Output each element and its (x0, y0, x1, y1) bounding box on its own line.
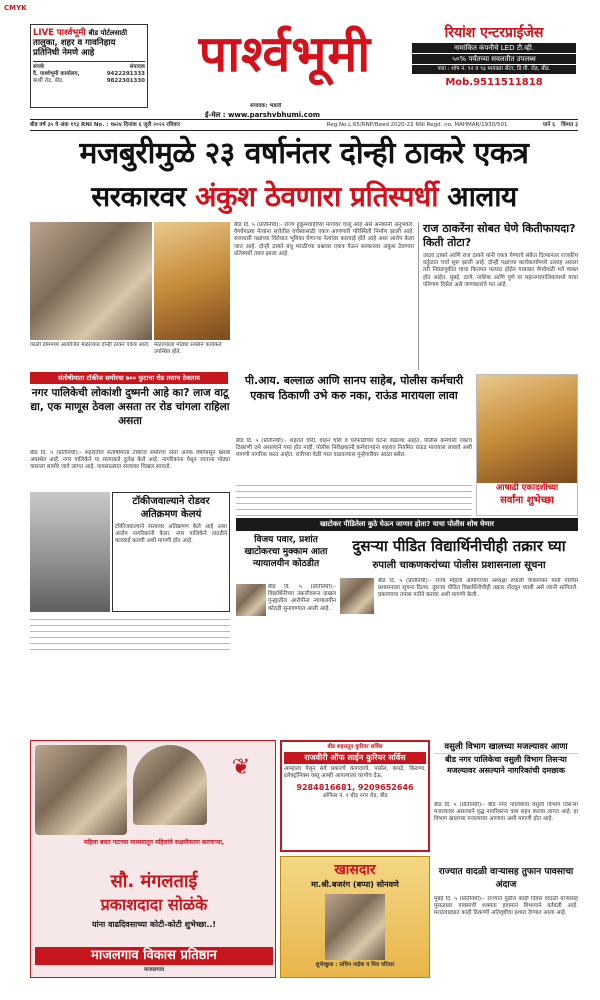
left-ad-line2: प्रतिनिधी नेमणे आहे (33, 48, 95, 58)
gold-ad (280, 856, 430, 978)
right-ad (412, 24, 576, 108)
left-ad-contact-label: संपर्क (33, 64, 45, 70)
story2-box-title: टॉकीजवाल्याने रोडवर अतिक्रमण केलयं (132, 496, 210, 520)
right-ad-title: रियांश एन्टरप्राईजेस (444, 25, 544, 41)
birthday-cake-icon: ❦ (231, 755, 251, 780)
story5-subtitle: रुपाली चाकणकरांच्या पोलीस प्रशासनाला सूचना (372, 560, 546, 571)
birthday-portrait (35, 745, 127, 835)
masthead (165, 22, 405, 102)
left-ad-phone2: 9822301330 (106, 78, 145, 84)
story2-photo (30, 492, 110, 612)
lead-caption-2: मेळाव्याला मोठ्या संख्येने कार्यकर्ते उपस्थित होते. (154, 342, 222, 355)
dateline-reg: Reg.No.L.65/RNP/Beed 2020-22 RNI Regd. no. MAHMAR/1930/501 (326, 121, 508, 128)
dateline-price: किंमत ३ (561, 121, 578, 128)
right-ad-line2: ५०% पर्यंतच्या सवलतीत उपलब्ध (412, 54, 576, 64)
birthday-place: माजलगाव (143, 967, 165, 973)
ashadhi-ad (476, 374, 578, 516)
story6-title2: बीड नगर पालिकेचा वसुली विभाग तिसऱ्या मजल्यावर असल्याने नागरिकांची दमछाक (445, 755, 567, 775)
story7-body: मुंबई दि. ५ (प्रतिनिधी):- राज्यात पुढील काही दिवस वादळी वाऱ्यासह मुसळधार पावसाची शक्यता हवामान विभागाने वर्तवली आहे. मराठवाड्यात काही ठिकाणी अतिवृष्टीचा इशारा देण्यात आला आहे. (434, 896, 578, 917)
color-marks: CMYK (4, 4, 27, 12)
ashadhi-line2: सर्वांना शुभेच्छा (500, 495, 554, 506)
sidebar-story-title: राज ठाकरेंना सोबत घेणे कितीफायदा? किती तोटा? (423, 222, 576, 249)
story3-more-text (236, 480, 472, 516)
headline-line2 (30, 176, 578, 218)
story6-title: वसुली विभाग खालच्या मजल्यावर आणा (434, 740, 578, 754)
birthday-intro: महिला बचत गटाच्या माध्यमातून महिलांचे सक्षमीकरण करणाऱ्या, (83, 839, 225, 846)
story3-title: पी.आय. बल्लाळ आणि सानप साहेब, पोलीस कर्मचारी एकाच ठिकाणी उभे करु नका, राऊंड मारायला लावा (244, 374, 464, 402)
email-label: ई-मेल : (205, 111, 226, 119)
birthday-wish: यांना वाढदिवसाच्या कोटी-कोटी शुभेच्छा..! (91, 920, 217, 929)
story3-body: बीड दि. ५ (प्रतिनिधी):- शहरात चोरी, वाहन चोरी व घरफोडीच्या घटना वाढल्या आहेत. पोलीस कर्मचारी एकाच ठिकाणी उभे असल्याने गस्त होत नाही. पोलीस निरीक्षकांनी कर्मचाऱ्यांना शहरात नियमित राऊंड मारायला लावावे अशी मागणी नागरिक करत आहेत. रात्रीच्या वेळी गस्त वाढवल्यास गुन्हेगारीवर आळा बसेल. (236, 438, 472, 459)
website-link[interactable]: www.parshvbhumi.com (227, 111, 321, 119)
story4-body: बीड दि. ५ (प्रतिनिधी):- विद्यार्थिनीच्या तक्रारीवरून दाखल गुन्ह्यातील आरोपींना न्यायालयीन कोठडी सुनावण्यात आली आहे. (268, 584, 336, 612)
story5-photo (340, 578, 374, 614)
vitthal-image (477, 375, 577, 483)
right-ad-mobile: Mob.9511511818 (445, 77, 543, 88)
courier-header: बीड शहरातून कुरियर सर्विस (327, 744, 383, 750)
right-ad-line1: नामांकित कंपनीचे LED टी.व्ही. (412, 43, 576, 53)
story2-title: नगर पालिकेची लोकांशी दुष्मनी आहे का? लाज वाटू द्या, एक माणूस ठेवला असता तर रोड चांगला राहिला असता (30, 387, 230, 427)
sidebar-story-body: उध्दव ठाकरे आणि राज ठाकरे यांनी एकत्र येण्याचे संकेत दिल्यानंतर राजकीय वर्तुळात चर्चा सुरू झाली आहे. दोन्ही पक्षांच्या कार्यकर्त्यांमध्ये उत्साह असला तरी निवडणुकीत याचा कितपत फायदा होईल याबाबत वेगवेगळी मते व्यक्त होत आहेत. मुंबई, ठाणे, नाशिक आणि पुणे या महानगरपालिकांमध्ये याचा परिणाम दिसेल असे जाणकारांचे मत आहे. (423, 253, 578, 288)
gold-ad-portrait (325, 894, 385, 960)
lead-story-body: बीड दि. ५ (प्रतिनिधी):- राज्य हुकूमशाहीच्या मार्गावर चालू आहे असे अनेकांनी अनुभवले. वेगवेगळ्या नेत्यांना सत्तेतील वर्चस्वासाठी एकत्र आणणारी परिस्थिती निर्माण झाली आहे. सत्ताधारी पक्षांच्या विरोधात भूमिका घेणाऱ्या नेत्यांवर कारवाई होते आहे असा आरोप केला जात आहे. दोन्ही ठाकरे बंधू मराठीच्या प्रश्नावर एकत्र येऊन सरकारवर अंकुश ठेवणारा प्रतिस्पर्धी तयार झाला आहे. (234, 222, 414, 257)
courier-title: राजवीरी ऑफ लाईन कुरियर सर्विस (284, 752, 426, 764)
dateline (30, 119, 578, 131)
story2-more-text (30, 614, 230, 654)
left-ad-title-rest: बीड पोर्टलसाठी (88, 29, 128, 37)
left-ad-line1: तालुका, शहर व गावनिहाय (33, 38, 116, 48)
dateline-pages: पाने ६ (542, 121, 556, 128)
birthday-name: सौ. मंगलताई (110, 871, 198, 892)
courier-body: आम्हाला येथून सर्व प्रकारचे कागदपत्रे, पार्सल, कपडे, किराणा, इलेक्ट्रॉनिक्स वस्तू आम्ही आपल्याला घरपोच देऊ. (284, 766, 426, 780)
birthday-org: माजलगाव विकास प्रतिष्ठान (35, 947, 273, 965)
dateline-text: बीड वर्ष ३५ वे अंक १९३ RNI No. : १७२४ दिनांक ६ जुलै २०२२ रविवार (30, 121, 180, 128)
story5-title: दुसऱ्या पीडित विद्यार्थिनीचीही तक्रार घ्या (352, 537, 566, 555)
story5-body: बीड दि. ५ (प्रतिनिधी):- राज्य महिला आयोगाच्या अध्यक्षा रुपाली चाकणकर यांनी पोलीस प्रशासनाला सूचना दिल्या. दुसऱ्या पीडित विद्यार्थिनीचीही तक्रार नोंदवून घ्यावी असे त्यांनी सांगितले. प्रकरणाचा तपास गतीने करावा अशी मागणी केली. (378, 578, 578, 599)
story2-box-body: टॉकीजवाल्याने रस्त्यावर अतिक्रमण केले आहे असा आरोप नागरिकांनी केला. नगर पालिकेने तातडीने कारवाई करावी अशी मागणी होत आहे. (115, 524, 227, 545)
courier-address: ऑफिस नं. १ बीड नगर रोड, बीड (322, 793, 388, 800)
left-ad-contact-person: संपादक (129, 64, 145, 70)
birthday-ad (30, 740, 276, 978)
headline-line1: मजबुरीमुळे २३ वर्षानंतर दोन्ही ठाकरे एकत्र (79, 136, 529, 171)
lead-photo-right (154, 222, 230, 340)
story7-title: राज्यात वादळी वाऱ्यासह तुफान पावसाचा अंदाज (438, 867, 574, 890)
headline-red-part: अंकुश ठेवणारा प्रतिस्पर्धी (195, 180, 438, 213)
story2-body: बीड दि. ५ (प्रतिनिधी):- शहरातील संतोषीमाता टॉकीज समोरचा रस्ता अनेक वर्षांपासून खराब अवस्थेत आहे. नगर पालिकेने या रस्त्याकडे दुर्लक्ष केले आहे. नागरिकांना येथून जाताना मोठ्या त्रासाला सामोरे जावे लागत आहे. पावसाळ्यात रस्त्यावर चिखल साचतो. (30, 450, 230, 471)
police-strip: खाटोकर पीडितेला कुठे घेऊन जाणार होता? याचा पोलीस शोध घेणार (236, 518, 578, 531)
masthead-editor: संपादक: भंडारी (250, 103, 282, 109)
story2-box (112, 492, 230, 612)
lead-caption-1: वरळी डोममध्ये आयोजित मेळाव्यात दोन्ही ठाकरे एकत्र आले. (30, 342, 150, 348)
left-ad-title: LIVE पार्श्वभूमी (33, 28, 86, 38)
left-ad-address: बार्शी रोड, बीड. (33, 78, 64, 84)
courier-phones: 9284816681, 9209652646 (296, 783, 414, 793)
section-strip-red: संतोषीमाता टॉकीज समोरचा ७०० फुटाचा रोड तसाच ठेवलाय (30, 372, 228, 384)
left-ad (30, 24, 148, 108)
headline-black-part: सरकारवर (91, 180, 186, 213)
sidebar-story (418, 222, 578, 370)
gold-ad-footer: शुभेच्छुक : सचिन नाईक व मित्र परिवार (315, 962, 395, 968)
masthead-title: पार्श्वभूमी (198, 24, 372, 83)
leader-portrait (133, 745, 207, 825)
left-ad-office: दै. पार्श्वभूमी कार्यालय, (33, 71, 80, 77)
story4-title: विजय पवार, प्रशांत खाटोकरचा मुक्काम आता न्यायालयीन कोठडीत (244, 535, 328, 569)
right-ad-line3: पत्ता : शॉप नं. ९२ व ९३ मायक्ता सेंटर, डि.पी. रोड, बीड. (412, 65, 576, 74)
gold-ad-title: खासदार (334, 862, 376, 878)
story4-photo (236, 584, 266, 616)
lead-photo-left (30, 222, 152, 340)
story6-body: बीड दि. ५ (प्रतिनिधी):- बीड नगर पालिकेचा वसुली विभाग तिसऱ्या मजल्यावर असल्याने वृद्ध नागरिकांना त्रास सहन करावा लागत आहे. हा विभाग खालच्या मजल्यावर आणावा अशी मागणी होत आहे. (434, 802, 578, 823)
headline-end-part: आलाय (447, 180, 517, 213)
gold-ad-subtitle: मा.श्री.बजरंग (बप्पा) सोनवणे (311, 880, 399, 889)
ashadhi-line1: आषाढी एकादशीच्या (495, 483, 559, 493)
courier-ad (280, 740, 430, 852)
birthday-name2: प्रकाशदादा सोळंके (100, 895, 208, 914)
left-ad-phone1: 9422291333 (106, 71, 145, 77)
